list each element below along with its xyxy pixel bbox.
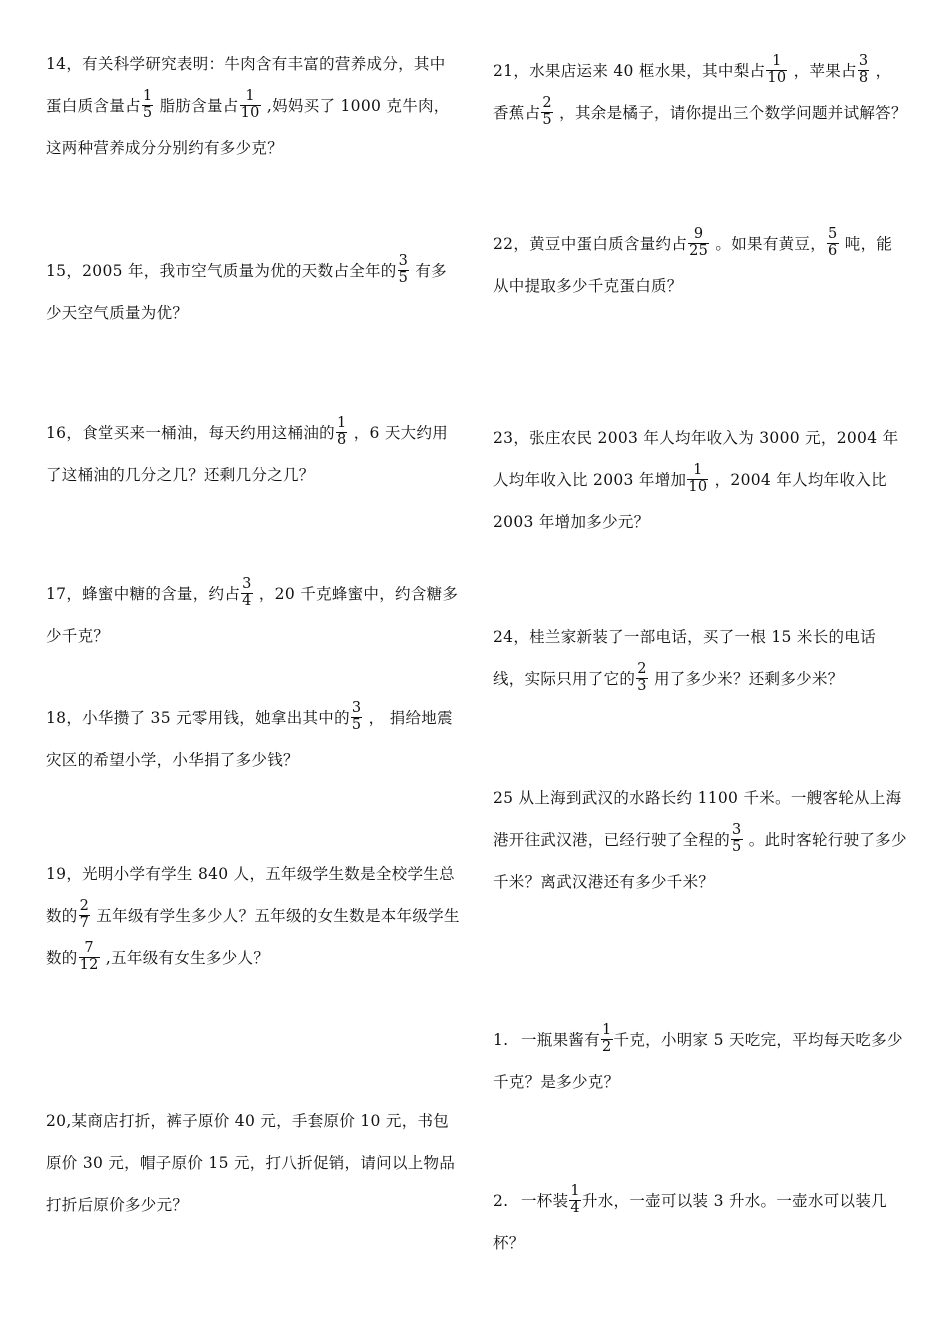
fraction: $\frac{5}{6}$ [828, 226, 838, 259]
fraction: $\frac{1}{10}$ [240, 88, 260, 121]
fraction: $\frac{9}{25}$ [689, 226, 709, 259]
fraction: $\frac{2}{5}$ [542, 95, 552, 128]
question-16: 16，食堂买来一桶油，每天约用这桶油的 $\frac{1}{8}$ ，6 天大约用了这桶油的几分之几？还剩几分之几？ [46, 415, 449, 484]
question-15: 15，2005 年，我市空气质量为优的天数占全年的 $\frac{3}{5}$ 有多少天空气质量为优？ [46, 253, 447, 322]
fraction: $\frac{1}{5}$ [142, 88, 153, 121]
fraction: $\frac{1}{8}$ [336, 415, 347, 448]
question-25: 25 从上海到武汉的水路长约 1100 千米。一艘客轮从上海港开往武汉港，已经行驶了全程的 $\frac{3}{5}$ 。此时客轮行驶了多少千米？离武汉港还有多少千米？ [493, 789, 907, 891]
problem-2: 2. 一杯装 $\frac{1}{4}$ 升水，一壶可以装 3 升水。一壶水可以装几杯？ [493, 1183, 887, 1252]
question-14: 14，有关科学研究表明：牛肉含有丰富的营养成分，其中蛋白质含量占 $\frac{1}{5}$ 脂肪含量占 $\frac{1}{10}$ ,妈妈买了 1000 克牛肉，这两种营养成分分别约有多少克？ [46, 55, 450, 157]
question-17: 17，蜂蜜中糖的含量，约占 $\frac{3}{4}$ ，20 千克蜂蜜中，约含糖多少千克？ [46, 576, 459, 645]
question-23: 23，张庄农民 2003 年人均年收入为 3000 元，2004 年人均年收入比 2003 年增加 $\frac{1}{10}$ ，2004 年人均年收入比 2003 年增加多少元？ [493, 429, 899, 531]
fraction: $\frac{3}{5}$ [398, 253, 409, 286]
fraction: $\frac{1}{2}$ [602, 1022, 612, 1055]
question-20: 20,某商店打折，裤子原价 40 元，手套原价 10 元，书包原价 30 元，帽子原价 15 元，打八折促销，请问以上物品打折后原价多少元？ [46, 1112, 456, 1214]
fraction: $\frac{3}{5}$ [732, 822, 742, 855]
question-21: 21，水果店运来 40 框水果，其中梨占 $\frac{1}{10}$ ，苹果占 $\frac{3}{8}$ ，香蕉占 $\frac{2}{5}$ ，其余是橘子，请你提出三个数学问题并试解答？ [493, 53, 907, 128]
fraction: $\frac{1}{10}$ [767, 53, 787, 86]
problem-1: 1. 一瓶果酱有 $\frac{1}{2}$ 千克，小明家 5 天吃完，平均每天吃多少千克？是多少克？ [493, 1022, 903, 1091]
fraction: $\frac{7}{12}$ [79, 940, 99, 973]
question-19: 19，光明小学有学生 840 人，五年级学生数是全校学生总数的 $\frac{2}{7}$ 五年级有学生多少人？五年级的女生数是本年级学生数的 $\frac{7}{12}$ ,五年级有女生多少人？ [46, 865, 460, 973]
fraction: $\frac{3}{8}$ [858, 53, 869, 86]
fraction: $\frac{3}{5}$ [351, 700, 362, 733]
fraction: $\frac{2}{7}$ [79, 898, 90, 931]
question-18: 18，小华攒了 35 元零用钱，她拿出其中的 $\frac{3}{5}$ ， 捐给地震灾区的希望小学，小华捐了多少钱？ [46, 700, 453, 769]
question-22: 22，黄豆中蛋白质含量约占 $\frac{9}{25}$ 。如果有黄豆， $\frac{5}{6}$ 吨，能从中提取多少千克蛋白质？ [493, 226, 893, 295]
fraction: $\frac{3}{4}$ [242, 576, 252, 609]
fraction: $\frac{1}{4}$ [570, 1183, 580, 1216]
fraction: $\frac{1}{10}$ [688, 462, 708, 495]
question-24: 24，桂兰家新装了一部电话，买了一根 15 米长的电话线，实际只用了它的 $\frac{2}{3}$ 用了多少米？还剩多少米？ [493, 628, 876, 694]
fraction: $\frac{2}{3}$ [637, 661, 647, 694]
